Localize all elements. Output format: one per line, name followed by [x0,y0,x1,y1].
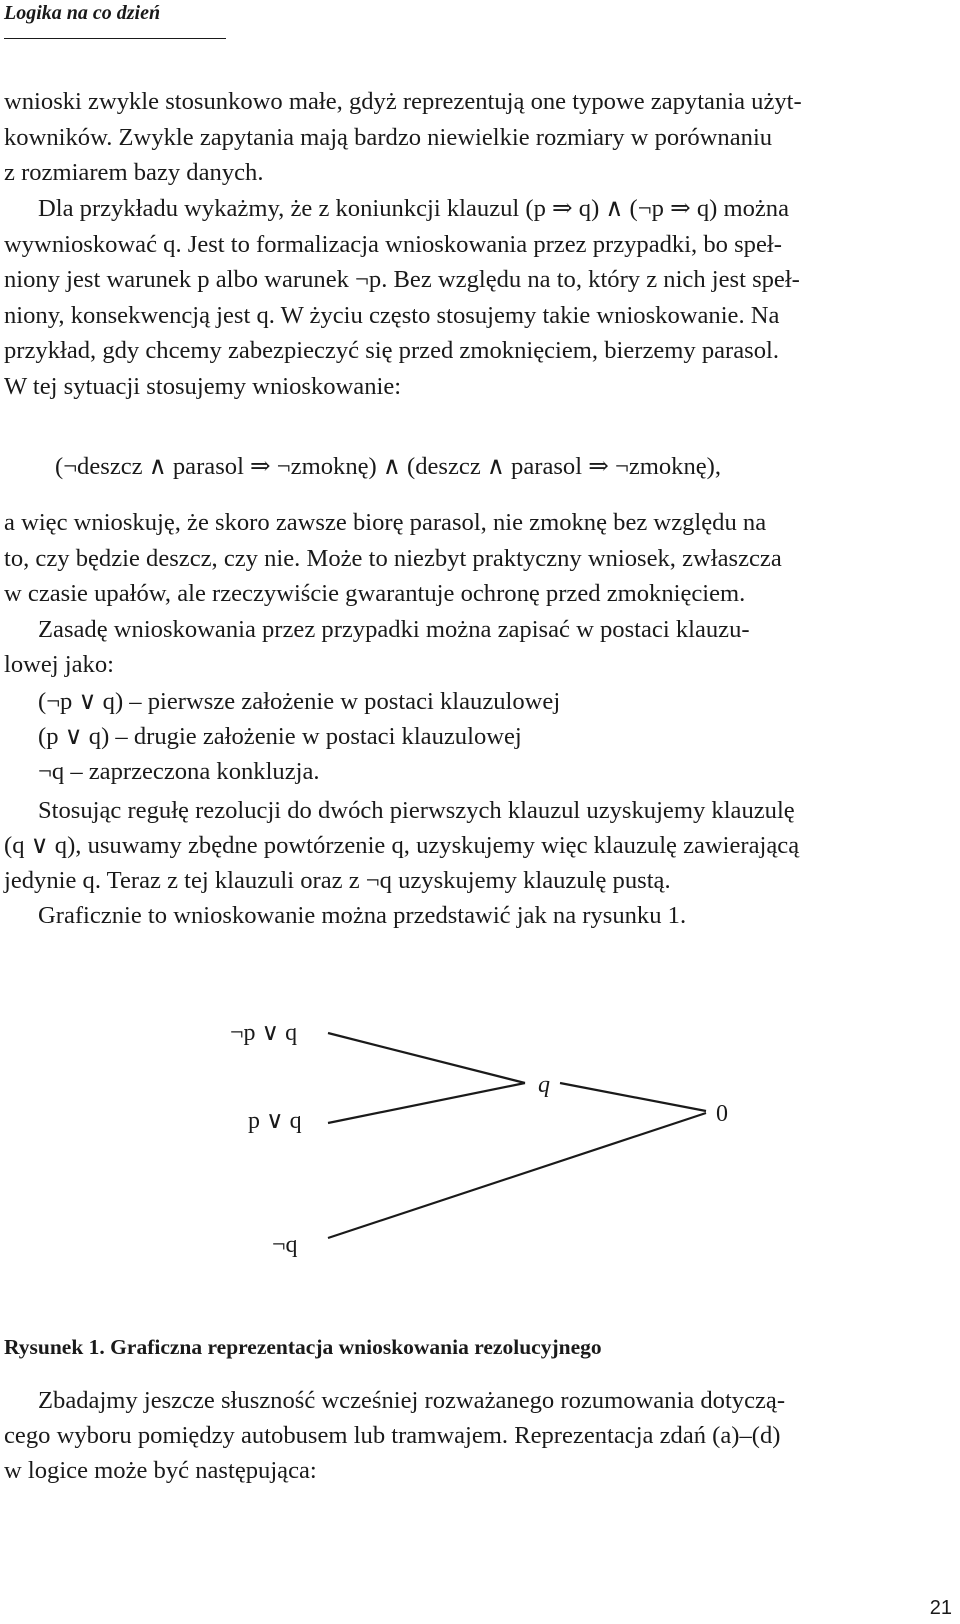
edge-c3-to-empty [328,1113,706,1238]
body-line: jedynie q. Teraz z tej klauzuli oraz z ¬q uzyskujemy klauzulę pustą. [4,867,671,894]
body-line: kowników. Zwykle zapytania mają bardzo niewielkie rozmiary w porównaniu [4,124,773,151]
empty-clause: 0 [716,1101,728,1127]
figure-caption: Rysunek 1. Graficzna reprezentacja wnioskowania rezolucyjnego [4,1335,602,1359]
edge-q-to-empty [560,1083,706,1111]
body-line: wywnioskować q. Jest to formalizacja wnioskowania przez przypadki, bo speł- [4,231,782,258]
body-line: z rozmiarem bazy danych. [4,159,264,186]
running-header: Logika na co dzień [4,2,161,24]
body-line: (q ∨ q), usuwamy zbędne powtórzenie q, uzyskujemy więc klauzulę zawierającą [4,832,800,859]
page-number: 21 [929,1597,952,1619]
display-formula: (¬deszcz ∧ parasol ⇒ ¬zmoknę) ∧ (deszcz ∧ parasol ⇒ ¬zmoknę), [55,453,722,480]
clause-line: (p ∨ q) – drugie założenie w postaci klauzulowej [38,723,522,750]
body-line: w czasie upałów, ale rzeczywiście gwarantuje ochronę przed zmoknięciem. [4,580,746,607]
body-line: cego wyboru pomiędzy autobusem lub tramwajem. Reprezentacja zdań (a)–(d) [4,1422,781,1449]
resolvent-q: q [538,1072,550,1098]
clause-p-or-q: p ∨ q [248,1108,302,1134]
edge-c2-to-q [328,1083,525,1123]
clause-line: ¬q – zaprzeczona konkluzja. [38,758,320,785]
clause-not-p-or-q: ¬p ∨ q [230,1020,298,1046]
body-line: niony, konsekwencją jest q. W życiu często stosujemy takie wnioskowanie. Na [4,302,780,329]
edge-c1-to-q [328,1033,525,1083]
clause-not-q: ¬q [272,1232,298,1258]
body-line: Zasadę wnioskowania przez przypadki można zapisać w postaci klauzu- [38,616,750,643]
body-line: Stosując regułę rezolucji do dwóch pierwszych klauzul uzyskujemy klauzulę [38,797,795,824]
body-line: niony jest warunek p albo warunek ¬p. Bez względu na to, który z nich jest speł- [4,266,800,293]
body-line: to, czy będzie deszcz, czy nie. Może to niezbyt praktyczny wniosek, zwłaszcza [4,545,782,572]
body-line: Zbadajmy jeszcze słuszność wcześniej rozważanego rozumowania dotyczą- [38,1387,786,1414]
body-line: przykład, gdy chcemy zabezpieczyć się przed zmoknięciem, bierzemy parasol. [4,337,780,364]
body-line: Graficznie to wnioskowanie można przedstawić jak na rysunku 1. [38,902,687,929]
body-line: a więc wnioskuję, że skoro zawsze biorę parasol, nie zmoknę bez względu na [4,509,767,536]
body-line: w logice może być następująca: [4,1457,317,1484]
body-line: W tej sytuacji stosujemy wnioskowanie: [4,373,402,400]
body-line: Dla przykładu wykażmy, że z koniunkcji klauzul (p ⇒ q) ∧ (¬p ⇒ q) można [38,195,790,222]
clause-line: (¬p ∨ q) – pierwsze założenie w postaci klauzulowej [38,688,561,715]
body-line: lowej jako: [4,651,114,678]
body-line: wnioski zwykle stosunkowo małe, gdyż reprezentują one typowe zapytania użyt- [4,88,802,115]
